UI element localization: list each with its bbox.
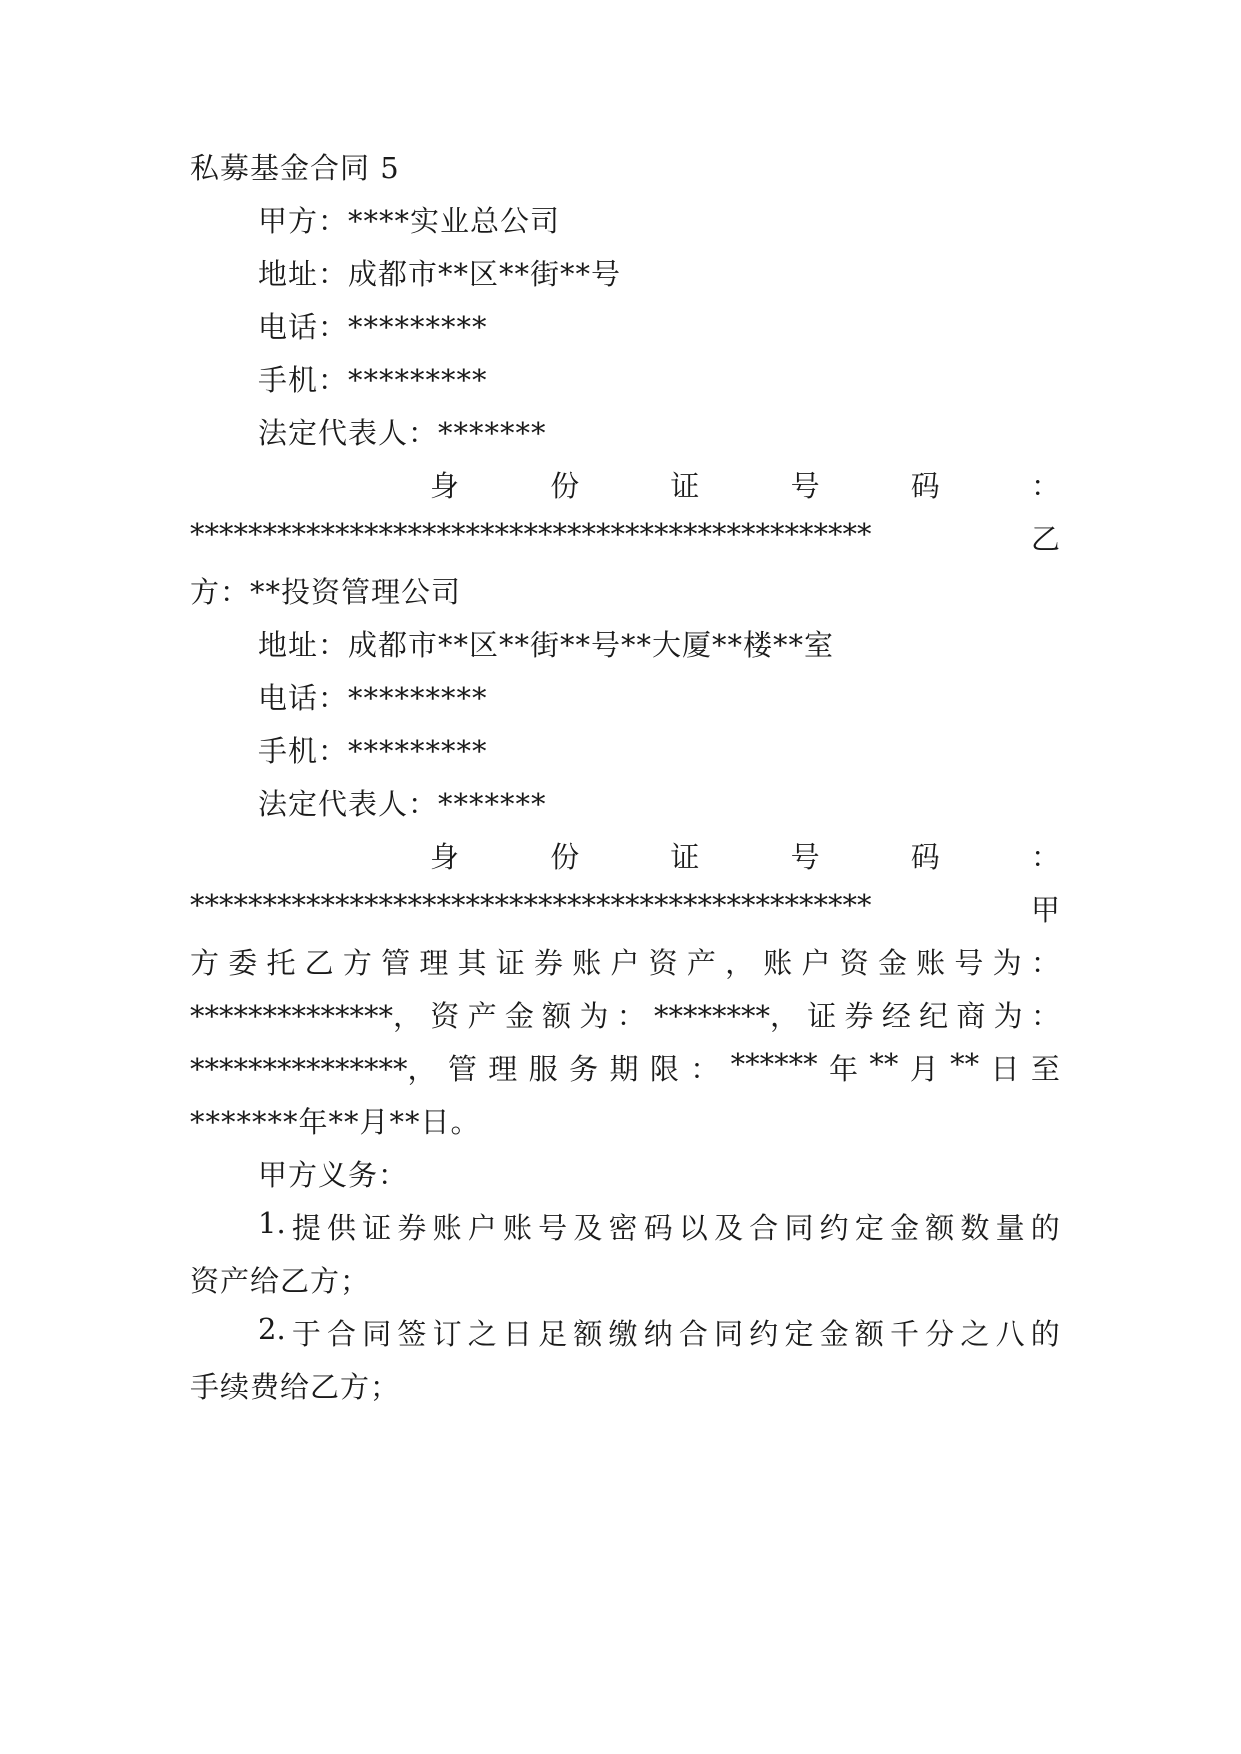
text-chunk: 务 bbox=[569, 1052, 599, 1086]
text-chunk: 户 bbox=[610, 946, 640, 980]
text-chunk: 合 bbox=[749, 1211, 779, 1245]
text-chunk: 定 bbox=[784, 1317, 814, 1351]
text-chunk: 托 bbox=[266, 946, 296, 980]
text-chunk: 至 bbox=[1030, 1052, 1060, 1086]
text-chunk: 金 bbox=[504, 999, 534, 1033]
text-chunk: 账 bbox=[502, 1211, 532, 1245]
party-a-phone: 电话：********* bbox=[258, 310, 488, 344]
text-chunk: 定 bbox=[854, 1211, 884, 1245]
entrust-line-3 bbox=[190, 1047, 1060, 1088]
text-chunk: 理 bbox=[488, 1052, 518, 1086]
text-chunk: 的 bbox=[1030, 1211, 1060, 1245]
text-chunk: 提 bbox=[291, 1211, 321, 1245]
text-chunk: 月 bbox=[909, 1052, 939, 1086]
text-chunk: 订 bbox=[432, 1317, 462, 1351]
document-title: 私募基金合同 5 bbox=[190, 151, 400, 185]
duty-2-line-2: 手续费给乙方； bbox=[190, 1370, 401, 1404]
text-chunk: 户 bbox=[467, 1211, 497, 1245]
text-chunk: 日 bbox=[990, 1052, 1020, 1086]
text-chunk: 券 bbox=[844, 999, 874, 1033]
id-label-char: ： bbox=[1030, 469, 1060, 503]
text-chunk: ********， bbox=[653, 999, 799, 1033]
text-chunk: 账 bbox=[763, 946, 793, 980]
text-chunk: 2. bbox=[258, 1312, 286, 1346]
text-chunk: 证 bbox=[807, 999, 837, 1033]
text-chunk: 期 bbox=[609, 1052, 639, 1086]
text-chunk: 量 bbox=[995, 1211, 1025, 1245]
party-a-name: 甲方：****实业总公司 bbox=[258, 204, 561, 238]
text-chunk: 委 bbox=[228, 946, 258, 980]
party-a-mobile: 手机：********* bbox=[258, 363, 488, 397]
text-chunk: 管 bbox=[447, 1052, 477, 1086]
duties-heading: 甲方义务： bbox=[258, 1158, 409, 1192]
text-chunk: 限 bbox=[649, 1052, 679, 1086]
entrust-paragraph-start: 甲 bbox=[1030, 893, 1060, 927]
id-label-char: 证 bbox=[670, 840, 700, 874]
text-chunk: 为 bbox=[993, 999, 1023, 1033]
party-b-id-value: *********************************************** bbox=[190, 888, 872, 922]
text-chunk: ***************， bbox=[190, 1052, 437, 1086]
text-chunk: 1. bbox=[258, 1206, 286, 1240]
text-chunk: 理 bbox=[419, 946, 449, 980]
text-chunk: 管 bbox=[381, 946, 411, 980]
text-chunk: ： bbox=[690, 1052, 720, 1086]
party-b-address: 地址：成都市**区**街**号**大厦**楼**室 bbox=[258, 628, 835, 662]
text-chunk: 账 bbox=[432, 1211, 462, 1245]
text-chunk: 资 bbox=[839, 946, 869, 980]
text-chunk: 券 bbox=[397, 1211, 427, 1245]
entrust-line-2 bbox=[190, 994, 1060, 1035]
id-label-char: 身 bbox=[430, 469, 460, 503]
text-chunk: 为 bbox=[579, 999, 609, 1033]
text-chunk: 密 bbox=[608, 1211, 638, 1245]
text-chunk: 证 bbox=[362, 1211, 392, 1245]
text-chunk: 户 bbox=[801, 946, 831, 980]
text-chunk: 于 bbox=[291, 1317, 321, 1351]
text-chunk: 同 bbox=[362, 1317, 392, 1351]
party-a-id-label bbox=[430, 464, 1060, 505]
text-chunk: 证 bbox=[495, 946, 525, 980]
text-chunk: 乙 bbox=[304, 946, 334, 980]
text-chunk: 服 bbox=[528, 1052, 558, 1086]
text-chunk: 产 bbox=[686, 946, 716, 980]
text-chunk: ** bbox=[950, 1047, 980, 1081]
text-chunk: 签 bbox=[397, 1317, 427, 1351]
duty-2-line-1 bbox=[258, 1312, 1060, 1353]
text-chunk: 额 bbox=[542, 999, 572, 1033]
text-chunk: 账 bbox=[572, 946, 602, 980]
text-chunk: 八 bbox=[995, 1317, 1025, 1351]
id-label-char: 码 bbox=[910, 469, 940, 503]
text-chunk: 纪 bbox=[919, 999, 949, 1033]
text-chunk: 资 bbox=[648, 946, 678, 980]
party-a-representative: 法定代表人：******* bbox=[258, 416, 547, 450]
text-chunk: 同 bbox=[714, 1317, 744, 1351]
text-chunk: 及 bbox=[714, 1211, 744, 1245]
party-b-mobile: 手机：********* bbox=[258, 734, 488, 768]
id-label-char: 证 bbox=[670, 469, 700, 503]
text-chunk: 为 bbox=[992, 946, 1022, 980]
text-chunk: 商 bbox=[956, 999, 986, 1033]
id-label-char: 身 bbox=[430, 840, 460, 874]
text-chunk: 年 bbox=[829, 1052, 859, 1086]
text-chunk: 方 bbox=[342, 946, 372, 980]
text-chunk: ****** bbox=[730, 1047, 818, 1081]
text-chunk: 足 bbox=[538, 1317, 568, 1351]
text-chunk: 数 bbox=[960, 1211, 990, 1245]
text-chunk: ： bbox=[1030, 946, 1060, 980]
party-b-phone: 电话：********* bbox=[258, 681, 488, 715]
id-label-char: 号 bbox=[790, 469, 820, 503]
text-chunk: 以 bbox=[678, 1211, 708, 1245]
text-chunk: 额 bbox=[854, 1317, 884, 1351]
text-chunk: 金 bbox=[890, 1211, 920, 1245]
text-chunk: 同 bbox=[784, 1211, 814, 1245]
entrust-line-4: *******年**月**日。 bbox=[190, 1105, 481, 1139]
text-chunk: 合 bbox=[678, 1317, 708, 1351]
text-chunk: **************， bbox=[190, 999, 423, 1033]
text-chunk: 金 bbox=[877, 946, 907, 980]
text-chunk: 金 bbox=[819, 1317, 849, 1351]
party-b-id-value-line bbox=[190, 888, 1060, 929]
text-chunk: 券 bbox=[533, 946, 563, 980]
text-chunk: 账 bbox=[916, 946, 946, 980]
text-chunk: 约 bbox=[819, 1211, 849, 1245]
text-chunk: 纳 bbox=[643, 1317, 673, 1351]
party-a-id-value: *********************************************** bbox=[190, 517, 872, 551]
duty-1-line-1 bbox=[258, 1206, 1060, 1247]
party-a-id-value-line bbox=[190, 517, 1060, 558]
text-chunk: ： bbox=[616, 999, 646, 1033]
text-chunk: 日 bbox=[502, 1317, 532, 1351]
text-chunk: 的 bbox=[1030, 1317, 1060, 1351]
text-chunk: 经 bbox=[881, 999, 911, 1033]
text-chunk: 额 bbox=[925, 1211, 955, 1245]
id-label-char: 份 bbox=[550, 840, 580, 874]
id-label-char: 码 bbox=[910, 840, 940, 874]
text-chunk: 码 bbox=[643, 1211, 673, 1245]
entrust-line-1 bbox=[190, 941, 1060, 982]
text-chunk: 号 bbox=[538, 1211, 568, 1245]
text-chunk: 分 bbox=[925, 1317, 955, 1351]
text-chunk: 方 bbox=[190, 946, 220, 980]
text-chunk: 其 bbox=[457, 946, 487, 980]
party-b-label-start: 乙 bbox=[1030, 522, 1060, 556]
id-label-char: 份 bbox=[550, 469, 580, 503]
party-b-representative: 法定代表人：******* bbox=[258, 787, 547, 821]
text-chunk: 额 bbox=[573, 1317, 603, 1351]
text-chunk: 供 bbox=[327, 1211, 357, 1245]
party-b-name: 方：**投资管理公司 bbox=[190, 575, 462, 609]
text-chunk: 及 bbox=[573, 1211, 603, 1245]
text-chunk: 产 bbox=[467, 999, 497, 1033]
id-label-char: 号 bbox=[790, 840, 820, 874]
text-chunk: 约 bbox=[749, 1317, 779, 1351]
id-label-char: ： bbox=[1030, 840, 1060, 874]
party-a-address: 地址：成都市**区**街**号 bbox=[258, 257, 622, 291]
text-chunk: 之 bbox=[467, 1317, 497, 1351]
text-chunk: ** bbox=[869, 1047, 899, 1081]
text-chunk: ， bbox=[725, 946, 755, 980]
text-chunk: 千 bbox=[890, 1317, 920, 1351]
text-chunk: ： bbox=[1030, 999, 1060, 1033]
party-b-id-label bbox=[430, 835, 1060, 876]
text-chunk: 之 bbox=[960, 1317, 990, 1351]
text-chunk: 资 bbox=[430, 999, 460, 1033]
duty-1-line-2: 资产给乙方； bbox=[190, 1264, 371, 1298]
text-chunk: 号 bbox=[954, 946, 984, 980]
text-chunk: 合 bbox=[327, 1317, 357, 1351]
text-chunk: 缴 bbox=[608, 1317, 638, 1351]
